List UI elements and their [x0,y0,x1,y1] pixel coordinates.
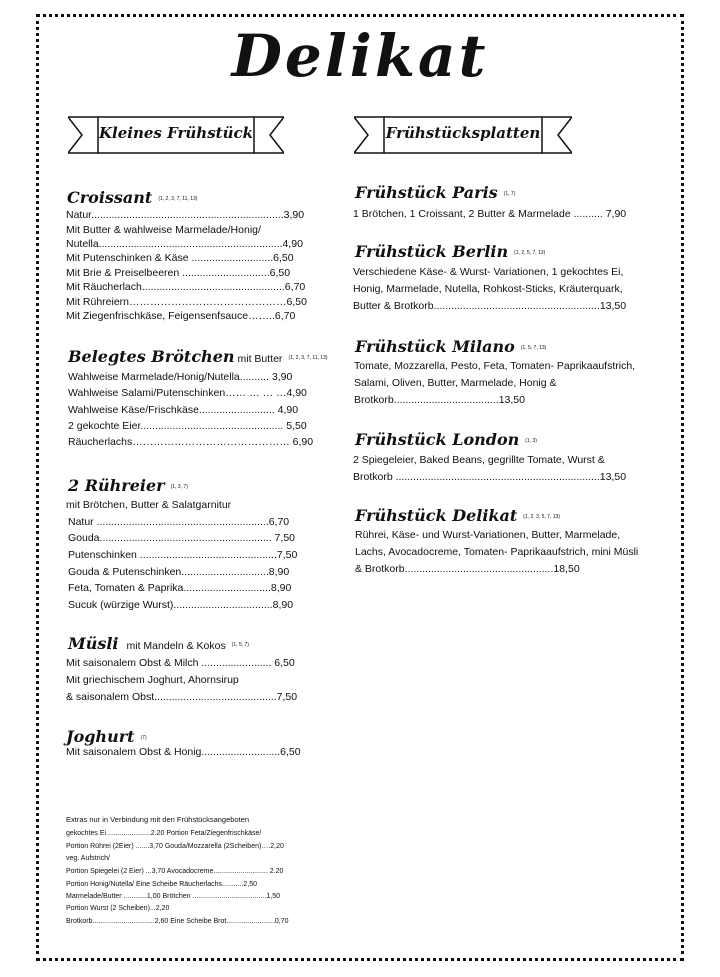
muesli-title: Müsli [68,634,119,653]
paris-description: 1 Brötchen, 1 Croissant, 2 Butter & Marmelade .......... 7,90 [353,208,627,220]
muesli-suffix: mit Mandeln & Kokos [126,640,226,652]
ruehreier-item: Putenschinken ...............................................7,50 [68,549,298,561]
broetchen-allergens: (1, 2, 3, 7, 11, 13) [288,354,328,361]
croissant-item: Nutella...............................................................4,90 [66,238,303,250]
ruehreier-allergens: (1, 3, 7) [170,483,188,490]
broetchen-item: Wahlweise Käse/Frischkäse.......................... 4,90 [68,404,299,416]
croissant-item: Mit Putenschinken & Käse ............................6,50 [66,252,294,264]
extras-line: veg. Aufstrich/ [66,855,110,862]
paris-allergens: (1, 7) [503,190,516,197]
delikat-allergens: (1, 2, 3, 5, 7, 13) [523,513,560,520]
paris-heading [355,183,515,202]
extras-line: Portion Honig/Nutella/ Eine Scheibe Räucherlachs...........2,50 [66,881,258,888]
muesli-allergens: (1, 5, 7) [231,641,249,648]
extras-line: gekochtes Ei ......................2.20 Portion Feta/Ziegenfrischkäse/ [66,830,262,837]
delikat-description: Rührei, Käse- und Wurst-Variationen, Butter, Marmelade, Lachs, Avocadocreme, Tomaten- Paprikaaufstrich, mini Müsli & Brotkorb...................................................18,50 [355,529,639,575]
broetchen-item: 2 gekochte Eier................................................. 5,50 [68,420,307,432]
paris-title: Frühstück Paris [355,183,498,202]
london-title: Frühstück London [355,430,520,449]
broetchen-title: Belegtes Brötchen [68,347,235,366]
croissant-item: Mit Räucherlach.................................................6,70 [66,281,306,293]
extras-line: Brotkorb................................2,60 Eine Scheibe Brot.........................0,70 [66,918,289,925]
berlin-title: Frühstück Berlin [355,242,509,261]
muesli-item: Mit saisonalem Obst & Milch ........................ 6,50 [66,657,295,669]
menu-title: Delikat [231,22,489,90]
broetchen-item: Wahlweise Marmelade/Honig/Nutella.......... 3,90 [68,371,293,383]
berlin-heading [355,242,545,261]
joghurt-item: Mit saisonalem Obst & Honig...........................6,50 [66,746,301,758]
london-allergens: (1, 3) [525,437,537,444]
ruehreier-item: Gouda & Putenschinken..............................8,90 [68,566,290,578]
milano-title: Frühstück Milano [355,337,515,356]
croissant-allergens: (1, 2, 3, 7, 11, 13) [158,195,198,202]
croissant-item: Mit Butter & wahlweise Marmelade/Honig/ [66,224,261,236]
berlin-allergens: (1, 2, 5, 7, 13) [514,249,546,256]
milano-allergens: (1, 5, 7, 13) [520,344,547,351]
extras-line: Marmelade/Butter ............1,00 Brötchen ......................................1,50 [66,893,280,900]
ruehreier-item: Feta, Tomaten & Paprika..............................8,90 [68,582,292,594]
muesli-heading [68,634,249,653]
broetchen-heading [68,347,328,366]
london-heading [355,430,537,449]
broetchen-suffix: mit Butter [237,353,283,365]
london-description: 2 Spiegeleier, Baked Beans, gegrillte Tomate, Wurst & Brotkorb ......................................................................13,50 [353,454,627,483]
delikat-heading [355,506,560,525]
joghurt-allergens: (7) [140,734,147,741]
muesli-item: Mit griechischem Joghurt, Ahornsirup [66,674,239,686]
right-banner [354,116,572,154]
broetchen-item: Wahlweise Salami/Putenschinken…… … … …4,90 [68,387,307,399]
joghurt-title: Joghurt [66,727,135,746]
ruehreier-title: 2 Rühreier [68,476,165,495]
right-banner-label: Frühstücksplatten [385,124,541,142]
delikat-title: Frühstück Delikat [355,506,518,525]
ruehreier-item: Gouda........................................................... 7,50 [68,532,295,544]
croissant-item: Mit Ziegenfrischkäse, Feigensenfsauce……..6,70 [66,310,296,322]
croissant-heading [67,188,197,207]
joghurt-heading [66,727,147,746]
ruehreier-heading [68,476,188,495]
croissant-item: Mit Brie & Preiselbeeren ..............................6,50 [66,267,291,279]
extras-line: Portion Wurst (2 Scheiben)...2,20 [66,905,170,912]
ruehreier-subtitle: mit Brötchen, Butter & Salatgarnitur [66,499,232,511]
ruehreier-item: Sucuk (würzige Wurst)..................................8,90 [68,599,294,611]
croissant-item: Natur..................................................................3,90 [66,209,305,221]
left-banner-label: Kleines Frühstück [99,124,253,142]
croissant-item: Mit Rühreiern………………………………………6,50 [66,296,307,308]
croissant-title: Croissant [67,188,153,207]
broetchen-item: Räucherlachs……………………………………… 6,90 [68,436,314,448]
extras-line: Portion Spiegelei (2 Eier) ...3,70 Avocadocreme............................ 2.20 [66,868,284,875]
left-banner [68,116,284,154]
milano-description: Tomate, Mozzarella, Pesto, Feta, Tomaten- Paprikaaufstrich, Salami, Oliven, Butter, Marmelade, Honig & Brotkorb....................................13,50 [354,360,636,406]
extras-line: Portion Rührei (2Eier) .......3,70 Gouda/Mozzarella (2Scheiben)….2,20 [66,843,284,850]
ruehreier-item: Natur ...........................................................6,70 [68,516,290,528]
extras-heading: Extras nur in Verbindung mit den Frühstücksangeboten [66,815,250,824]
muesli-item: & saisonalem Obst..........................................7,50 [66,691,298,703]
milano-heading [355,337,546,356]
berlin-description: Verschiedene Käse- & Wurst- Variationen, 1 gekochtes Ei, Honig, Marmelade, Nutella, Rohkost-Sticks, Kräuterquark, Butter & Brotkorb.........................................................13,50 [353,266,627,312]
